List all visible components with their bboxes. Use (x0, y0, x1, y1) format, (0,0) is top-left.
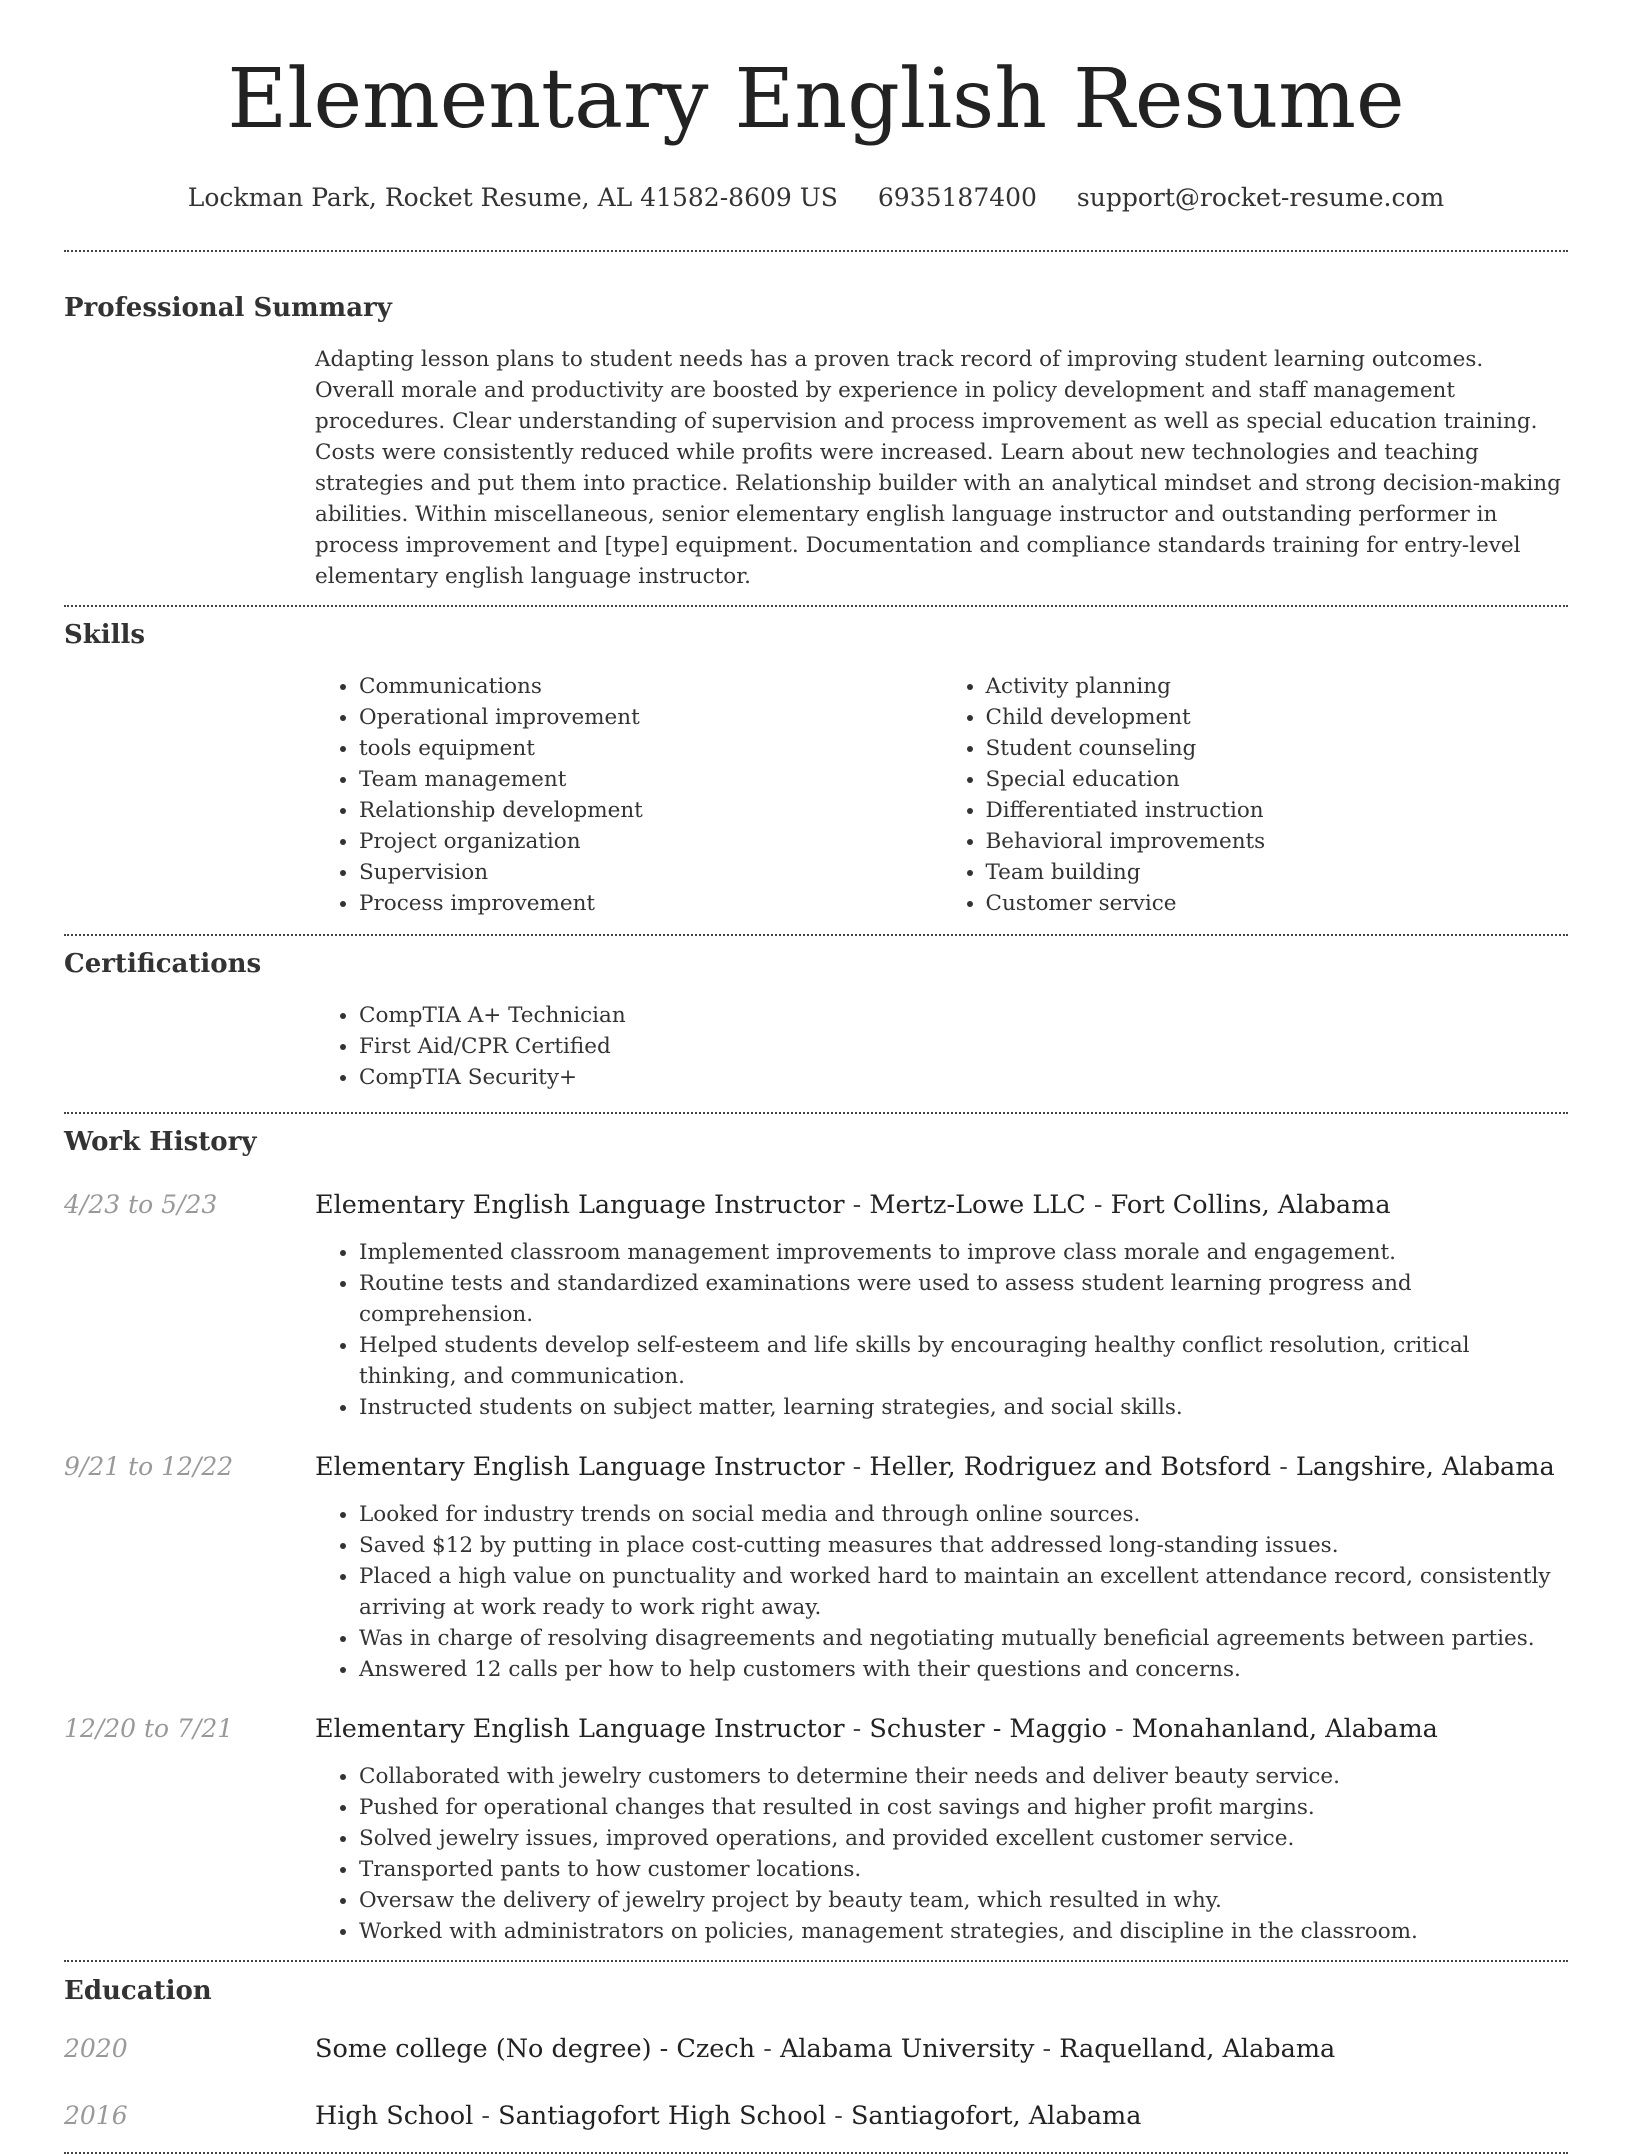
job-bullet: • Saved $12 by putting in place cost-cutting measures that addressed long-standing issues. (359, 1530, 1568, 1561)
certification-item: • CompTIA Security+ (359, 1062, 1568, 1093)
job-title: Elementary English Language Instructor (315, 1190, 845, 1220)
contact-line (64, 182, 1568, 214)
job-bullet: • Worked with administrators on policies, management strategies, and discipline in the classroom. (359, 1916, 1568, 1947)
skill-item: • Behavioral improvements (986, 826, 1569, 857)
job-bullets (315, 1499, 1568, 1685)
job-bullets (315, 1761, 1568, 1947)
education-location: Santiagofort, Alabama (850, 2101, 1142, 2131)
education-degree: High School (315, 2101, 474, 2131)
education-year: 2020 (64, 2034, 128, 2063)
job-bullet: • Placed a high value on punctuality and worked hard to maintain an excellent attendance record, consistently arriving at work ready to work right away. (359, 1561, 1568, 1623)
job-header (64, 1450, 1568, 1484)
resume-title: Elementary English Resume (227, 52, 1405, 147)
skill-item: • Communications (359, 671, 942, 702)
section-divider (64, 1112, 1568, 1114)
separator: - (473, 2101, 499, 2131)
education-section (64, 1974, 1568, 2133)
education-heading: Education (64, 1976, 212, 2006)
job-bullet: • Instructed students on subject matter, learning strategies, and social skills. (359, 1392, 1568, 1423)
job-location: Langshire, Alabama (1295, 1452, 1555, 1482)
job-company: Schuster - Maggio (869, 1714, 1107, 1744)
job-bullet: • Routine tests and standardized examinations were used to assess student learning progress and comprehension. (359, 1268, 1568, 1330)
separator: - (1271, 1452, 1296, 1482)
education-school: Alabama University (779, 2034, 1035, 2064)
work-heading: Work History (64, 1127, 257, 1157)
job-dates: 9/21 to 12/22 (64, 1452, 234, 1481)
skill-item: • Customer service (986, 888, 1569, 919)
skill-item: • Student counseling (986, 733, 1569, 764)
job-dates: 4/23 to 5/23 (64, 1190, 218, 1219)
job-bullet: • Looked for industry trends on social media and through online sources. (359, 1499, 1568, 1530)
job-company: Mertz-Lowe LLC (869, 1190, 1086, 1220)
skill-item: • Differentiated instruction (986, 795, 1569, 826)
summary-heading: Professional Summary (64, 293, 392, 323)
skill-item: • Operational improvement (359, 702, 942, 733)
separator: - (844, 1452, 870, 1482)
skill-item: • Relationship development (359, 795, 942, 826)
skills-grid (315, 671, 1568, 919)
education-entry (64, 2099, 1568, 2133)
job-title: Elementary English Language Instructor (315, 1714, 845, 1744)
job-location: Monahanland, Alabama (1131, 1714, 1438, 1744)
job-heading (315, 1188, 1391, 1222)
skill-item: • Activity planning (986, 671, 1569, 702)
job-dates: 12/20 to 7/21 (64, 1714, 234, 1743)
job-bullet: • Helped students develop self-esteem and life skills by encouraging healthy conflict resolution, critical thinking, and communication. (359, 1330, 1568, 1392)
job-bullet: • Was in charge of resolving disagreements and negotiating mutually beneficial agreements between parties. (359, 1623, 1568, 1654)
separator: - (844, 1190, 870, 1220)
skills-heading: Skills (64, 620, 146, 650)
skill-item: • Supervision (359, 857, 942, 888)
skills-list-right (942, 671, 1569, 919)
certifications-body (315, 1000, 1568, 1093)
education-list (64, 2032, 1568, 2133)
job-bullet: • Solved jewelry issues, improved operations, and provided excellent customer service. (359, 1823, 1568, 1854)
job-bullet: • Answered 12 calls per how to help customers with their questions and concerns. (359, 1654, 1568, 1685)
skills-section (64, 618, 1568, 919)
separator: - (1085, 1190, 1111, 1220)
summary-text: Adapting lesson plans to student needs has a proven track record of improving student learning outcomes. Overall morale and productivity are boosted by experience in policy development and staff management procedures. Clear understanding of supervision and process improvement as well as special education training. Costs were consistently reduced while profits were increased. Learn about new technologies and teaching strategies and put them into practice. Relationship builder with an analytical mindset and strong decision-making abilities. Within miscellaneous, senior elementary english language instructor and outstanding performer in process improvement and [type] equipment. Documentation and compliance standards training for entry-level elementary english language instructor. (315, 347, 1561, 589)
certification-item: • First Aid/CPR Certified (359, 1031, 1568, 1062)
education-degree: Some college (No degree) - Czech (315, 2034, 756, 2064)
separator: - (826, 2101, 851, 2131)
contact-phone: 6935187400 (877, 183, 1037, 212)
job-body (315, 1499, 1568, 1685)
job-bullet: • Transported pants to how customer locations. (359, 1854, 1568, 1885)
separator: - (844, 1714, 870, 1744)
certifications-heading: Certifications (64, 949, 262, 979)
section-divider (64, 1960, 1568, 1962)
section-divider (64, 605, 1568, 607)
skill-item: • Team building (986, 857, 1569, 888)
section-divider (64, 250, 1568, 252)
job-header (64, 1712, 1568, 1746)
certifications-section (64, 947, 1568, 1093)
education-entry (64, 2032, 1568, 2066)
job-entry (64, 1188, 1568, 1423)
education-location: Raquelland, Alabama (1059, 2034, 1336, 2064)
job-bullet: • Implemented classroom management improvements to improve class morale and engagement. (359, 1237, 1568, 1268)
job-entry (64, 1450, 1568, 1685)
skill-item: • Project organization (359, 826, 942, 857)
resume-page (64, 0, 1568, 2154)
job-bullet: • Collaborated with jewelry customers to determine their needs and deliver beauty service. (359, 1761, 1568, 1792)
job-bullet: • Oversaw the delivery of jewelry project by beauty team, which resulted in why. (359, 1885, 1568, 1916)
contact-address: Lockman Park, Rocket Resume, AL 41582-8609 US (187, 183, 838, 212)
contact-email[interactable]: support@rocket-resume.com (1076, 183, 1445, 212)
job-heading (315, 1712, 1438, 1746)
certifications-list (315, 1000, 1568, 1093)
education-heading (315, 2099, 1141, 2133)
separator: - (1106, 1714, 1132, 1744)
separator: - (1034, 2034, 1060, 2064)
job-title: Elementary English Language Instructor (315, 1452, 845, 1482)
job-heading (315, 1450, 1555, 1484)
job-location: Fort Collins, Alabama (1110, 1190, 1391, 1220)
work-section (64, 1125, 1568, 1947)
summary-section (64, 291, 1568, 592)
certification-item: • CompTIA A+ Technician (359, 1000, 1568, 1031)
skill-item: • Special education (986, 764, 1569, 795)
job-body (315, 1237, 1568, 1423)
job-entry (64, 1712, 1568, 1947)
job-header (64, 1188, 1568, 1222)
job-bullet: • Pushed for operational changes that resulted in cost savings and higher profit margins. (359, 1792, 1568, 1823)
education-heading (315, 2032, 1335, 2066)
job-list (64, 1188, 1568, 1947)
skill-item: • tools equipment (359, 733, 942, 764)
job-company: Heller, Rodriguez and Botsford (869, 1452, 1272, 1482)
section-divider (64, 934, 1568, 936)
skills-list-left (315, 671, 942, 919)
skill-item: • Process improvement (359, 888, 942, 919)
job-body (315, 1761, 1568, 1947)
education-year: 2016 (64, 2101, 128, 2130)
skill-item: • Child development (986, 702, 1569, 733)
skill-item: • Team management (359, 764, 942, 795)
separator: - (755, 2034, 780, 2064)
education-school: Santiagofort High School (498, 2101, 827, 2131)
job-bullets (315, 1237, 1568, 1423)
